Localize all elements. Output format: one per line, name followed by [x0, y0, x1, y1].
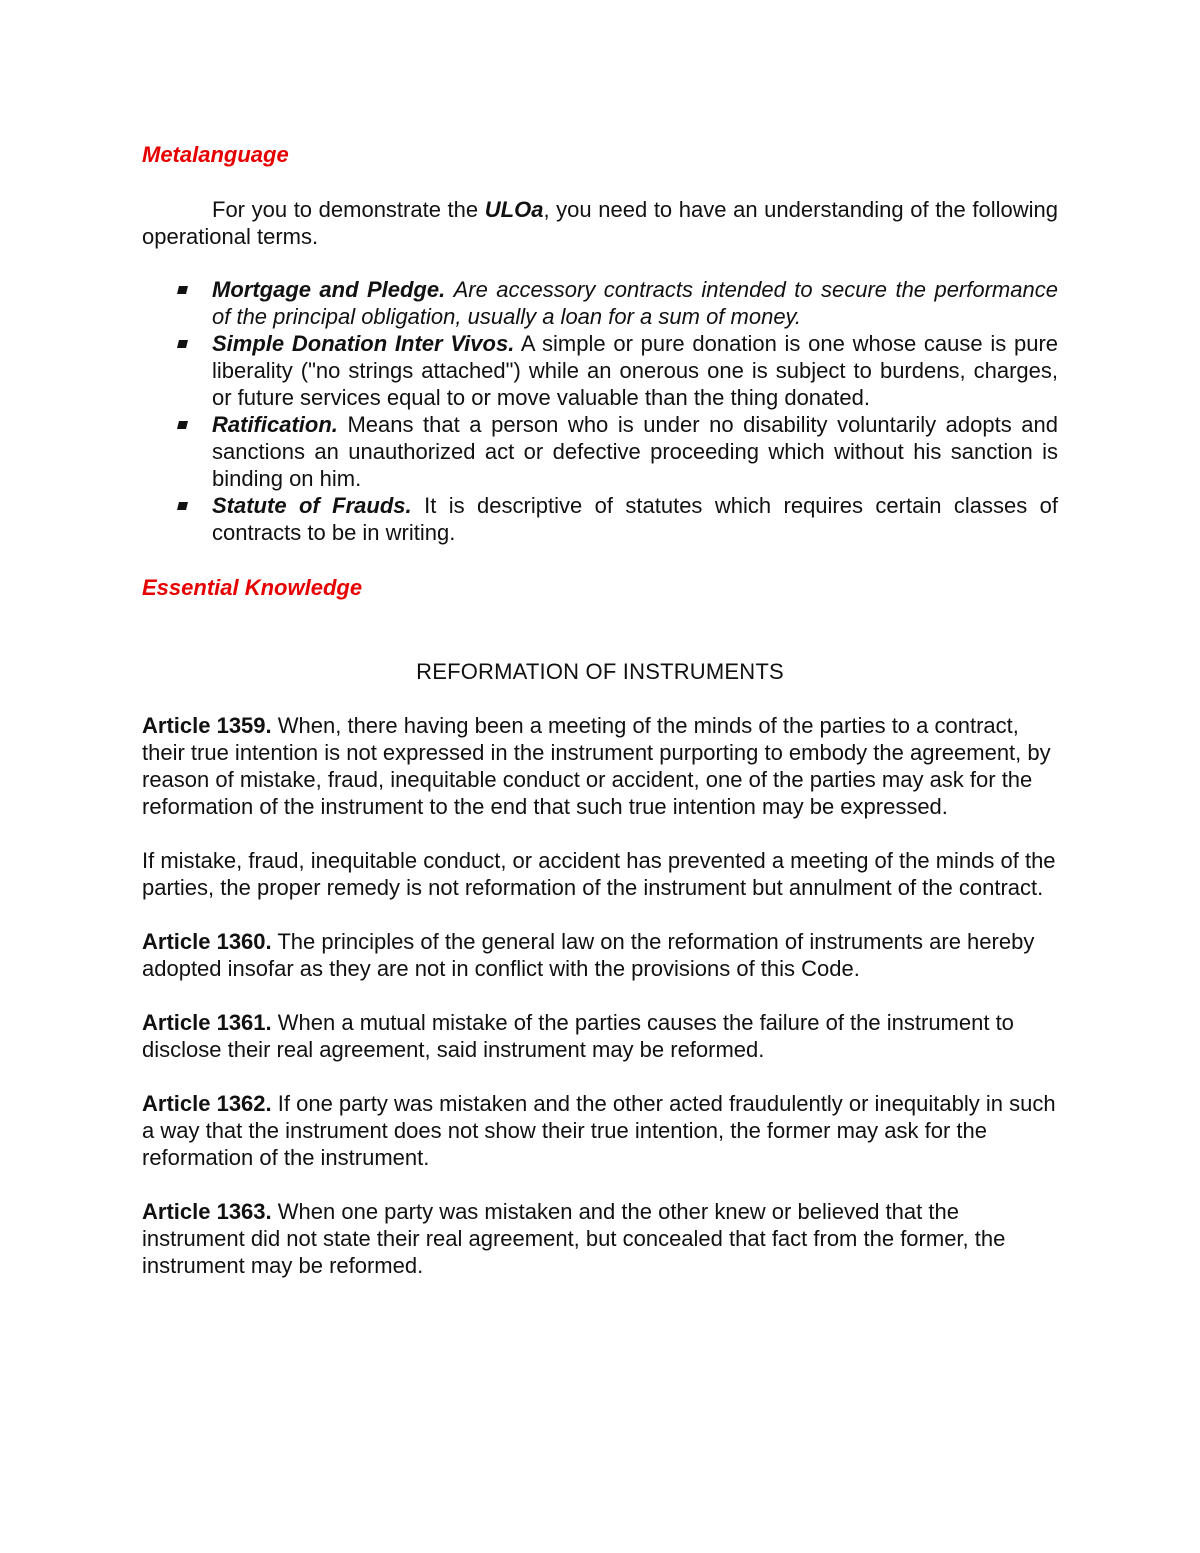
intro-paragraph: [142, 196, 1058, 250]
article-1361: [142, 1009, 1058, 1063]
term-ratification: [142, 411, 1058, 492]
bullet-icon: [177, 502, 188, 510]
article-text: If one party was mistaken and the other acted fraudulently or inequitably in such a way that the instrument does not show their true intention, the former may ask for the reformation of the instrument.: [142, 1091, 1056, 1170]
article-label: Article 1363.: [142, 1199, 272, 1224]
intro-emphasis: ULOa: [484, 197, 544, 222]
intro-text-before: For you to demonstrate the: [212, 197, 485, 222]
article-label: Article 1362.: [142, 1091, 272, 1116]
term-name: Mortgage and Pledge.: [212, 277, 446, 302]
term-definition: Means that a person who is under no disability voluntarily adopts and sanctions an unauthorized act or defective proceeding which without his sanction is binding on him.: [212, 412, 1058, 491]
bullet-icon: [177, 340, 188, 348]
article-1363: [142, 1198, 1058, 1279]
document-page: [142, 140, 1058, 1279]
article-text: When one party was mistaken and the other knew or believed that the instrument did not state their real agreement, but concealed that fact from the former, the instrument may be reformed.: [142, 1199, 1006, 1278]
article-label: Article 1361.: [142, 1010, 272, 1035]
article-text: When, there having been a meeting of the minds of the parties to a contract, their true intention is not expressed in the instrument purporting to embody the agreement, by reason of mistake, fraud, inequitable conduct or accident, one of the parties may ask for the reformation of the instrument to the end that such true intention may be expressed.: [142, 713, 1051, 819]
article-label: Article 1360.: [142, 929, 272, 954]
term-definition: It is descriptive of statutes which requires certain classes of contracts to be in writing.: [212, 493, 1059, 545]
term-name: Simple Donation Inter Vivos.: [212, 331, 515, 356]
essential-knowledge-heading: Essential Knowledge: [142, 575, 363, 600]
operational-terms-list: [142, 276, 1058, 546]
bullet-icon: [177, 286, 188, 294]
term-name: Ratification.: [212, 412, 338, 437]
term-simple-donation: [142, 330, 1058, 411]
term-statute-of-frauds: [142, 492, 1058, 546]
term-mortgage-and-pledge: [142, 276, 1058, 330]
metalanguage-heading: Metalanguage: [142, 142, 289, 167]
term-name: Statute of Frauds.: [212, 493, 412, 518]
article-1360: [142, 928, 1058, 982]
term-definition: A simple or pure donation is one whose cause is pure liberality ("no strings attached") while an onerous one is subject to burdens, charges, or future services equal to or move valuable than the thing donated.: [212, 331, 1059, 410]
term-definition: Are accessory contracts intended to secure the performance of the principal obligation, usually a loan for a sum of money.: [212, 277, 1058, 329]
section-title: REFORMATION OF INSTRUMENTS: [416, 659, 784, 684]
article-text: The principles of the general law on the reformation of instruments are hereby adopted insofar as they are not in conflict with the provisions of this Code.: [142, 929, 1035, 981]
article-label: Article 1359.: [142, 713, 272, 738]
article-1359-paragraph-2: [142, 847, 1058, 901]
bullet-icon: [177, 421, 188, 429]
intro-text-after: , you need to have an understanding of the following operational terms.: [142, 197, 1058, 249]
article-text: When a mutual mistake of the parties causes the failure of the instrument to disclose their real agreement, said instrument may be reformed.: [142, 1010, 1014, 1062]
article-text: If mistake, fraud, inequitable conduct, or accident has prevented a meeting of the minds of the parties, the proper remedy is not reformation of the instrument but annulment of the contract.: [142, 848, 1056, 900]
article-1362: [142, 1090, 1058, 1171]
article-1359: [142, 712, 1058, 820]
